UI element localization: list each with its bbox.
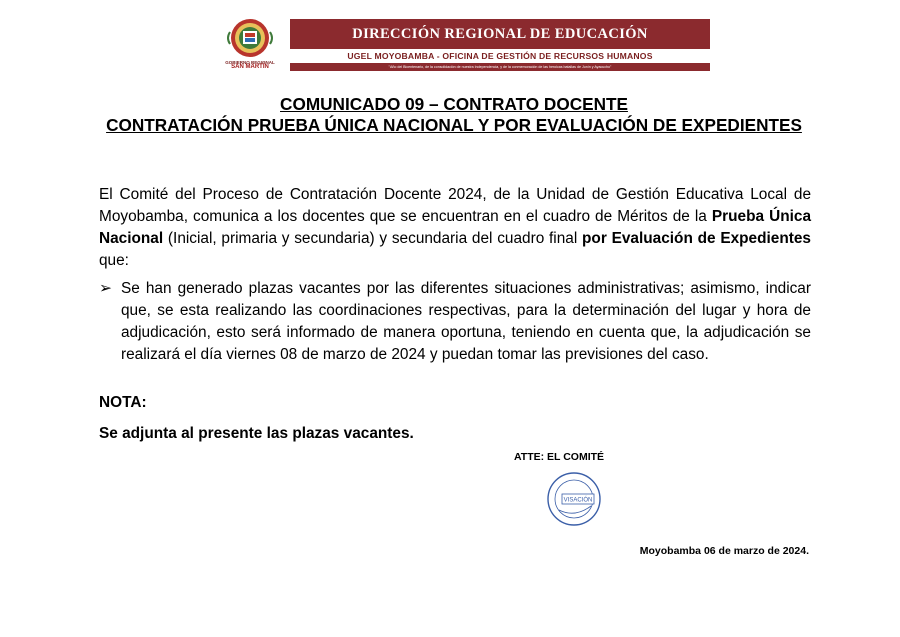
title-line1: COMUNICADO 09 – CONTRATO DOCENTE: [280, 94, 628, 114]
intro-text-3: que:: [99, 252, 129, 269]
arrow-bullet-icon: ➢: [99, 280, 112, 297]
intro-bold-2: por Evaluación de Expedientes: [582, 230, 811, 247]
intro-text-2: (Inicial, primaria y secundaria) y secundaria del cuadro final: [163, 230, 583, 247]
signature-line: ATTE: EL COMITÉ: [514, 451, 605, 463]
intro-paragraph: [99, 184, 811, 272]
banner-subtitle: UGEL MOYOBAMBA - OFICINA DE GESTIÓN DE RECURSOS HUMANOS: [290, 49, 710, 63]
logo-caption-line1: GOBIERNO REGIONAL: [225, 60, 275, 65]
banner-motto: "Año del Bicentenario, de la consolidación de nuestra Independencia, y de la conmemoración de las heroicas batallas de Junín y Ayacucho": [290, 63, 710, 71]
intro-bold-1: Prueba Única Nacional: [99, 208, 811, 247]
logo-caption: [220, 60, 280, 70]
intro-text-1: El Comité del Proceso de Contratación Docente 2024, de la Unidad de Gestión Educativa Local de Moyobamba, comunica a los docentes que se encuentran en el cuadro de Méritos de la: [99, 186, 811, 225]
bullet-item: [99, 278, 811, 366]
visacion-stamp: [545, 470, 607, 528]
attachment-note: Se adjunta al presente las plazas vacantes.: [99, 425, 414, 442]
letterhead: [224, 16, 712, 74]
title-line2: CONTRATACIÓN PRUEBA ÚNICA NACIONAL Y POR EVALUACIÓN DE EXPEDIENTES: [106, 115, 802, 135]
document-date: Moyobamba 06 de marzo de 2024.: [639, 545, 809, 557]
document-title: [100, 94, 808, 136]
bullet-text: Se han generado plazas vacantes por las diferentes situaciones administrativas; asimismo, indicar que, se esta realizando las coordinaciones respectivas, para la determinación del lugar y hora de adjudicación, esto será informado de manera oportuna, teniendo en cuenta que, la adjudicación se realizará el día viernes 08 de marzo de 2024 y puedan tomar las previsiones del caso.: [121, 280, 811, 363]
nota-heading: NOTA:: [99, 394, 147, 411]
header-banner: [290, 19, 710, 71]
stamp-label: VISACIÓN: [563, 497, 593, 504]
logo-caption-line2: SAN MARTÍN: [231, 64, 269, 70]
banner-title: DIRECCIÓN REGIONAL DE EDUCACIÓN: [290, 19, 710, 49]
